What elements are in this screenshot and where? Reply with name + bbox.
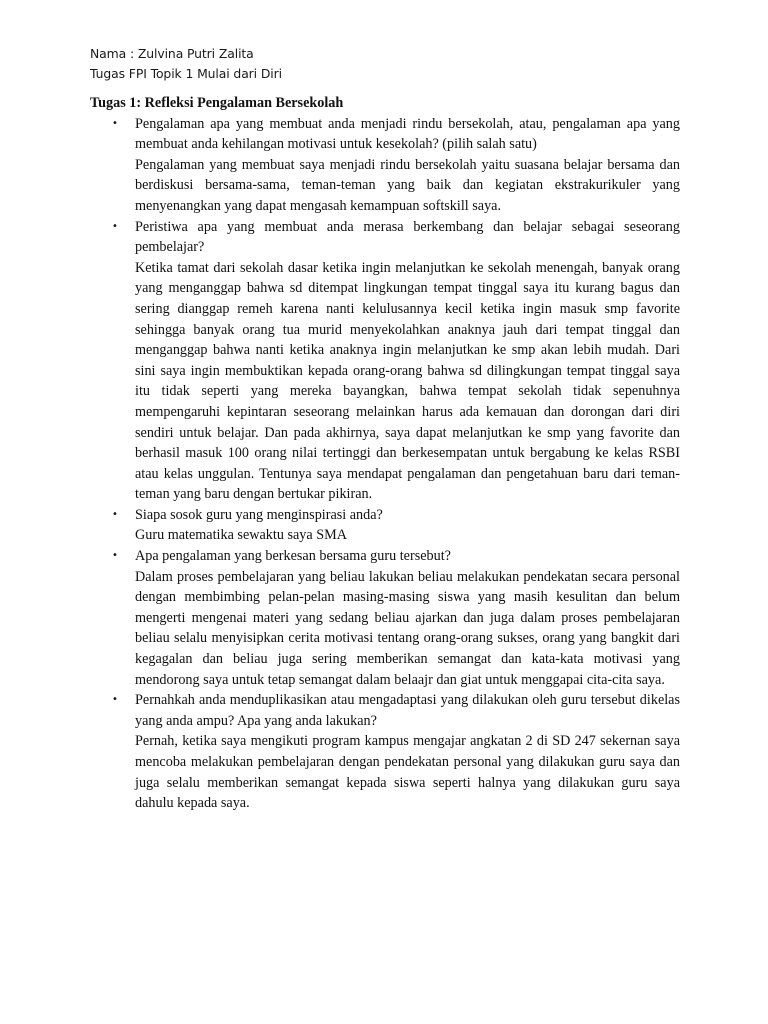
list-item [90, 546, 680, 690]
question-text: Apa pengalaman yang berkesan bersama guru tersebut? [135, 548, 451, 565]
bullet-icon: • [112, 550, 118, 562]
list-item [90, 505, 680, 546]
document-body [90, 93, 680, 814]
answer-text: Pernah, ketika saya mengikuti program kampus mengajar angkatan 2 di SD 247 sekernan saya mencoba melakukan pembelajaran dengan pendekatan personal yang dilakukan guru saya dan juga selalu memberikan semangat kepada siswa seperti halnya yang dilakukan guru saya dahulu kepada saya. [135, 733, 680, 812]
document-header [90, 44, 282, 84]
question-text: Pengalaman apa yang membuat anda menjadi rindu bersekolah, atau, pengalaman apa yang membuat anda kehilangan motivasi untuk kesekolah? (pilih salah satu) [135, 115, 680, 153]
answer-text: Dalam proses pembelajaran yang beliau lakukan beliau melakukan pendekatan secara personal dengan membimbing pelan-pelan masing-masing siswa yang masih kesulitan dan belum mengerti mengenai materi yang sedang beliau ajarkan dan juga dalam proses pembelajaran beliau selalu menyisipkan cerita motivasi tentang orang-orang sukses, orang yang bangkit dari kegagalan dan beliau juga sering memberikan semangat dan kata-kata motivasi yang mendorong saya untuk tetap semangat dalam belaajr dan giat untuk menggapai cita-cita saya. [135, 568, 680, 688]
list-item [90, 114, 680, 217]
question-text: Peristiwa apa yang membuat anda merasa berkembang dan belajar sebagai seseorang pembelajar? [135, 218, 680, 256]
task-title-line: Tugas FPI Topik 1 Mulai dari Diri [90, 66, 282, 81]
question-list [90, 114, 680, 814]
list-item [90, 217, 680, 505]
answer-text: Pengalaman yang membuat saya menjadi rindu bersekolah yaitu suasana belajar bersama dan berdiskusi bersama-sama, teman-teman yang baik dan kegiatan ekstrakurikuler yang menyenangkan yang dapat mengasah kemampuan softskill saya. [135, 156, 680, 214]
answer-text: Ketika tamat dari sekolah dasar ketika ingin melanjutkan ke sekolah menengah, banyak orang yang menganggap bahwa sd ditempat lingkungan tempat tinggal saya itu kurang bagus dan sering dianggap remeh karena nanti kelulusannya kecil ketika ingin masuk smp favorite sehingga banyak orang tua murid menyekolahkan anaknya jauh dari tempat tinggal dan menganggap bahwa nanti ketika anaknya ingin melanjutkan ke smp akan lebih mudah. Dari sini saya ingin membuktikan kepada orang-orang bahwa sd dilingkungan tempat tinggal saya itu tidak seperti yang mereka bayangkan, bahwa tempat sekolah tidak sepenuhnya mempengaruhi kepintaran seseorang melainkan harus ada kemauan dan dorongan dari diri sendiri untuk belajar. Dan pada akhirnya, saya dapat melanjutkan ke smp yang favorite dan berhasil masuk 100 orang nilai tertinggi dan berkesempatan untuk bergabung ke kelas RSBI atau kelas unggulan. Tentunya saya mendapat pengalaman dan pengetahuan baru dari teman-teman yang baru dengan bertukar pikiran. [135, 259, 680, 503]
bullet-icon: • [112, 508, 118, 520]
question-text: Pernahkah anda menduplikasikan atau mengadaptasi yang dilakukan oleh guru tersebut dikelas yang anda ampu? Apa yang anda lakukan? [135, 692, 680, 729]
question-text: Siapa sosok guru yang menginspirasi anda? [135, 506, 383, 523]
bullet-icon: • [112, 220, 118, 232]
bullet-icon: • [112, 117, 118, 129]
bullet-icon: • [112, 694, 118, 706]
answer-text: Guru matematika sewaktu saya SMA [135, 527, 347, 544]
list-item [90, 690, 680, 814]
student-name-line: Nama : Zulvina Putri Zalita [90, 46, 254, 61]
section-title: Tugas 1: Refleksi Pengalaman Bersekolah [90, 95, 344, 111]
